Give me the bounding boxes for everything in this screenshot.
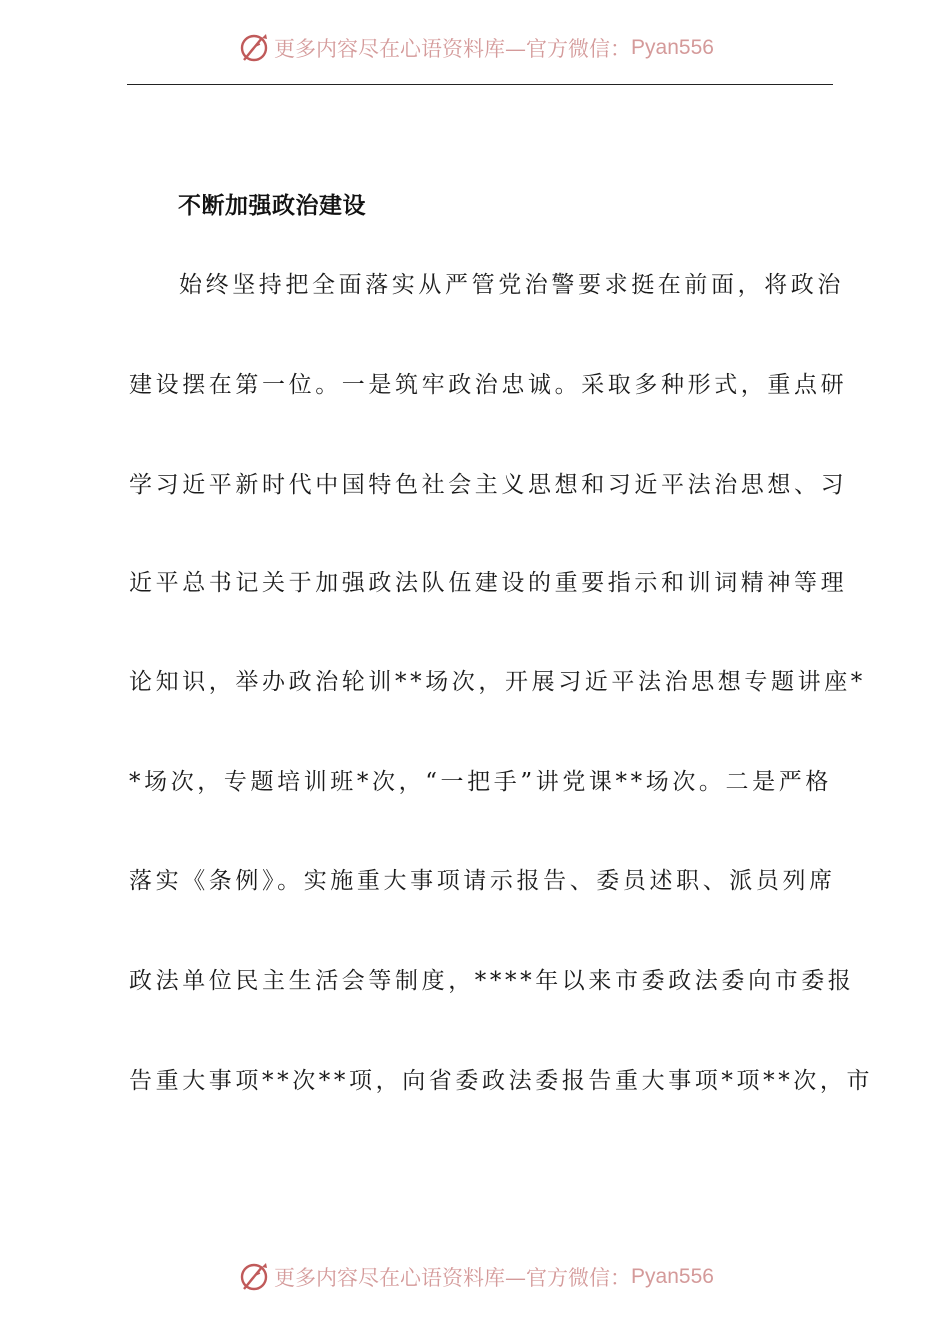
section-heading: 不断加强政治建设 [178,193,366,219]
header-divider [127,84,833,85]
quill-logo-icon [236,1259,272,1295]
paragraph-line: *场次，专题培训班*次，“一把手”讲党课**场次。二是严格 [129,769,832,795]
header-banner [0,28,950,68]
banner-text: 更多内容尽在心语资料库—官方微信： [274,1266,632,1290]
banner-wechat-id: Pyan556 [631,36,714,59]
quill-logo-icon [236,30,272,66]
paragraph-line: 学习近平新时代中国特色社会主义思想和习近平法治思想、习 [129,472,848,498]
footer-banner [0,1257,950,1297]
paragraph-line: 落实《条例》。实施重大事项请示报告、委员述职、派员列席 [129,868,836,894]
paragraph-line: 论知识，举办政治轮训**场次，开展习近平法治思想专题讲座* [129,669,866,695]
paragraph-line: 始终坚持把全面落实从严管党治警要求挺在前面，将政治 [179,272,844,298]
paragraph-line: 建设摆在第一位。一是筑牢政治忠诚。采取多种形式，重点研 [129,372,848,398]
banner-wechat-id: Pyan556 [631,1265,714,1288]
paragraph-line: 政法单位民主生活会等制度，****年以来市委政法委向市委报 [129,968,855,994]
paragraph-line: 告重大事项**次**项，向省委政法委报告重大事项*项**次，市 [129,1068,874,1094]
paragraph-line: 近平总书记关于加强政法队伍建设的重要指示和训词精神等理 [129,570,848,596]
banner-text: 更多内容尽在心语资料库—官方微信： [274,37,632,61]
